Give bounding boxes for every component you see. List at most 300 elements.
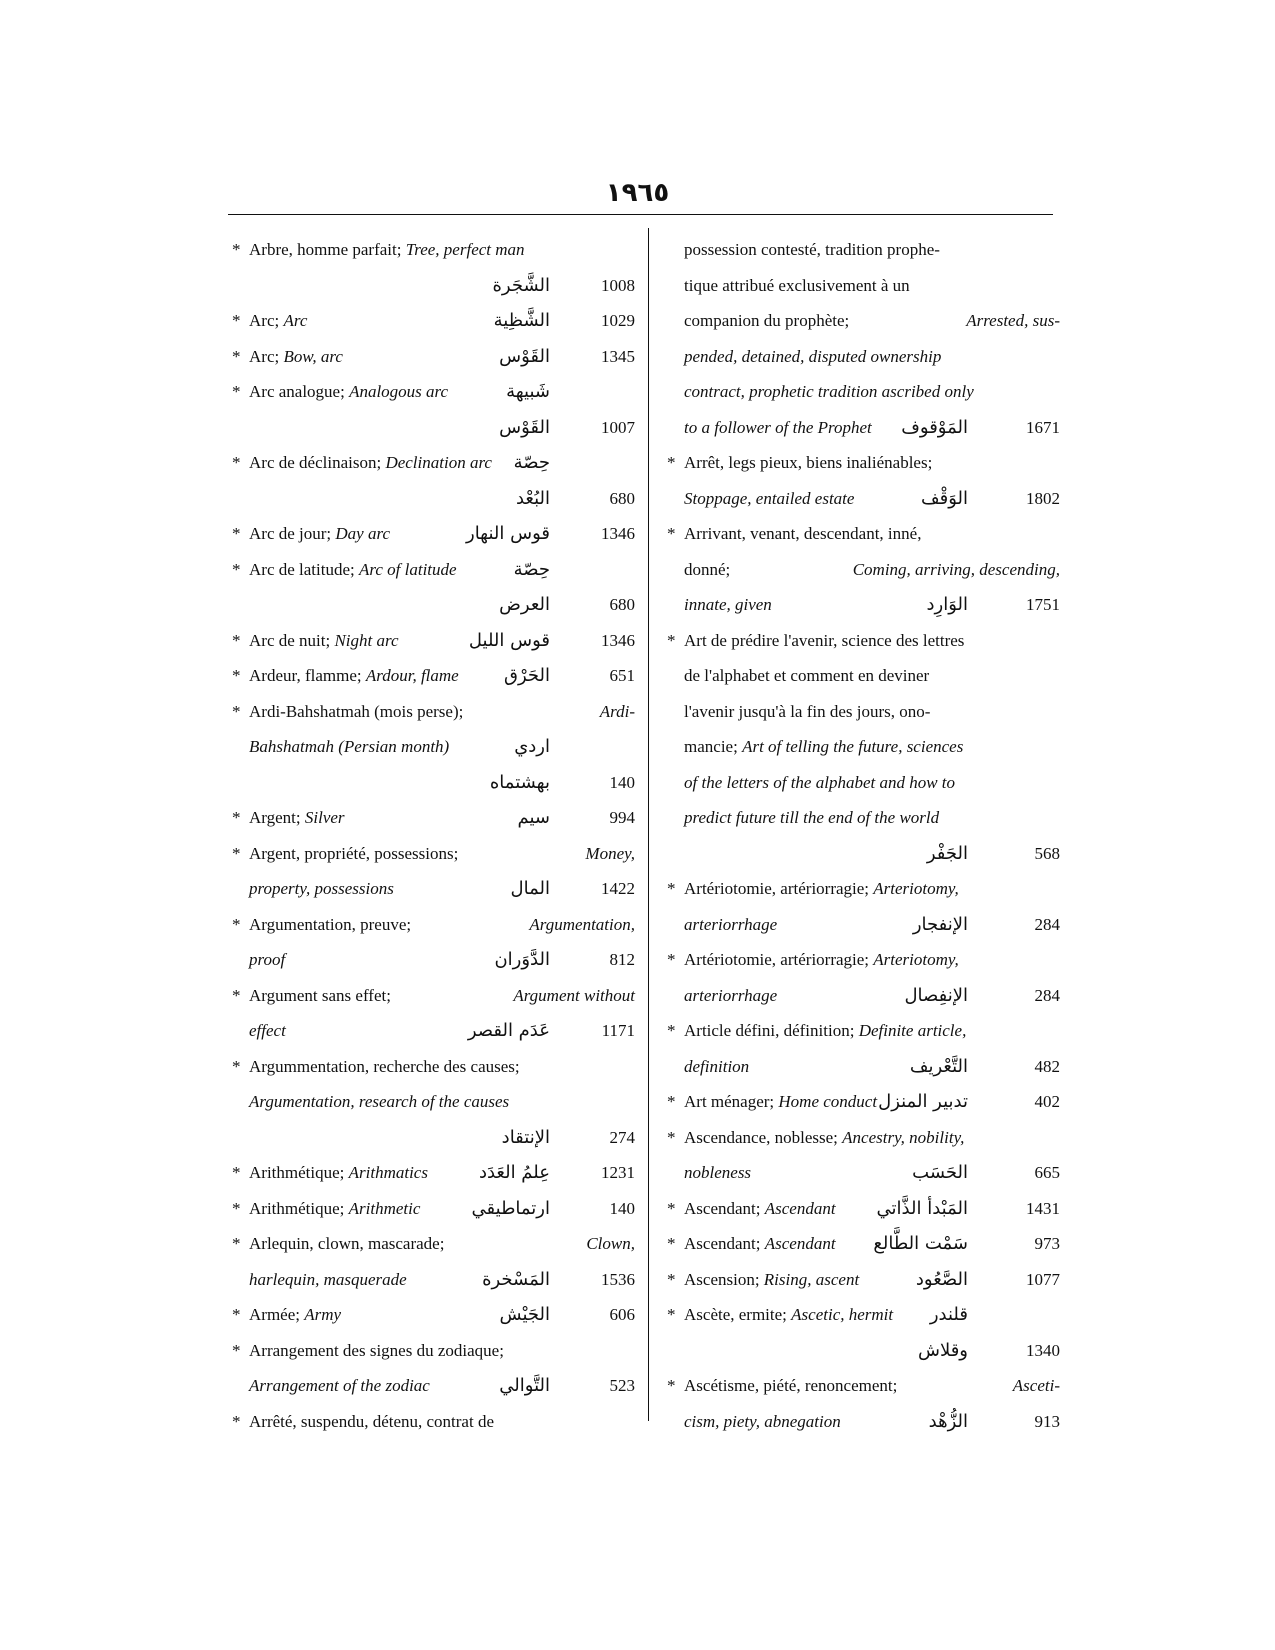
arabic-term: المَسْخرة bbox=[482, 1268, 550, 1290]
entry-line bbox=[660, 978, 1060, 1014]
arabic-term: الوَقْف bbox=[920, 487, 968, 509]
entry-number: 651 bbox=[609, 666, 635, 685]
entry-line bbox=[225, 374, 635, 410]
entry-line bbox=[225, 1013, 635, 1049]
entry-text bbox=[684, 907, 777, 943]
english-term: Arrangement of the zodiac bbox=[249, 1376, 430, 1395]
french-term: Argument sans effet; bbox=[249, 985, 391, 1005]
entry-text bbox=[249, 871, 394, 907]
arabic-term: شَبيهة bbox=[506, 381, 550, 402]
header-rule bbox=[228, 214, 1053, 215]
entry-text bbox=[684, 445, 1060, 481]
entry-line bbox=[225, 410, 635, 446]
english-term: Arteriotomy, bbox=[873, 950, 959, 969]
english-term: to a follower of the Prophet bbox=[684, 417, 872, 437]
arabic-term: تدبير المنزل bbox=[878, 1091, 968, 1112]
arabic-term: البُعْد bbox=[515, 487, 550, 509]
french-term: companion du prophète; bbox=[684, 311, 850, 330]
entry-line bbox=[660, 1120, 1060, 1156]
entry-text bbox=[684, 1297, 893, 1333]
arabic-term: المَبْدأ الذَّاتي bbox=[876, 1197, 968, 1219]
arabic-term: الوَارِد bbox=[926, 594, 968, 615]
entry-text bbox=[684, 232, 1060, 268]
entry-line bbox=[660, 587, 1060, 623]
entry-number: 568 bbox=[1034, 843, 1060, 863]
english-term: Ascendant bbox=[764, 1198, 836, 1218]
english-term: proof bbox=[249, 950, 286, 969]
entry-text bbox=[684, 694, 1060, 730]
arabic-term: قلندر bbox=[929, 1304, 968, 1325]
entry-line bbox=[225, 481, 635, 517]
arabic-term: قوس الليل bbox=[468, 629, 550, 651]
arabic-term: الحَسَب bbox=[912, 1162, 968, 1183]
entry-number: 606 bbox=[609, 1305, 635, 1324]
english-term: Bow, arc bbox=[283, 346, 343, 366]
entry-number: 680 bbox=[609, 488, 635, 508]
english-term: Army bbox=[304, 1305, 342, 1324]
english-term: Declination arc bbox=[385, 453, 492, 472]
entry-line bbox=[225, 1404, 635, 1440]
entry-number: 482 bbox=[1034, 1056, 1060, 1076]
entry-bullet: * bbox=[232, 1198, 241, 1218]
french-term: Ascétisme, piété, renoncement; bbox=[684, 1376, 898, 1395]
english-term: Arc of latitude bbox=[359, 559, 457, 579]
entry-line bbox=[225, 268, 635, 304]
entry-text bbox=[684, 481, 854, 517]
english-term: Ancestry, nobility, bbox=[842, 1127, 965, 1147]
entry-number: 1802 bbox=[1026, 488, 1060, 508]
english-term: pended, detained, disputed ownership bbox=[684, 346, 942, 366]
english-term: Definite article, bbox=[858, 1021, 967, 1040]
entry-line bbox=[225, 303, 635, 339]
entry-text bbox=[684, 729, 963, 765]
french-term: Arrivant, venant, descendant, inné, bbox=[684, 524, 922, 543]
french-term: Ardi-Bahshatmah (mois perse); bbox=[249, 701, 464, 721]
entry-number: 1231 bbox=[601, 1163, 635, 1182]
left-column bbox=[225, 232, 635, 1439]
entry-bullet: * bbox=[232, 240, 241, 259]
entry-bullet: * bbox=[232, 559, 241, 579]
entry-text bbox=[684, 410, 872, 446]
french-term: Ascète, ermite; bbox=[684, 1305, 787, 1324]
entry-text bbox=[249, 552, 457, 588]
english-term: Rising, ascent bbox=[763, 1269, 860, 1289]
entry-bullet: * bbox=[232, 1234, 241, 1253]
entry-line bbox=[660, 374, 1060, 410]
entry-number: 523 bbox=[609, 1376, 635, 1395]
french-term: mancie; bbox=[684, 737, 738, 756]
french-term: Arc de latitude; bbox=[249, 559, 355, 579]
entry-text bbox=[249, 1155, 428, 1191]
entry-text bbox=[249, 1404, 635, 1440]
english-term: Ardour, flame bbox=[365, 666, 459, 685]
entry-bullet: * bbox=[667, 1234, 676, 1253]
entry-line bbox=[660, 694, 1060, 730]
french-term: Ardeur, flamme; bbox=[249, 666, 362, 685]
entry-bullet: * bbox=[667, 1305, 676, 1324]
entry-text bbox=[249, 978, 635, 1014]
french-term: Argummentation, recherche des causes; bbox=[249, 1056, 520, 1076]
entry-text bbox=[249, 1262, 407, 1298]
entry-text bbox=[249, 1226, 635, 1262]
entry-number: 1751 bbox=[1026, 595, 1060, 614]
entry-text bbox=[249, 729, 449, 765]
french-term: Art de prédire l'avenir, science des lettres bbox=[684, 630, 965, 650]
entry-text bbox=[684, 765, 955, 801]
entry-line bbox=[660, 1155, 1060, 1191]
entry-number: 1345 bbox=[601, 346, 635, 366]
arabic-term: الشَّجَرة bbox=[492, 274, 550, 296]
arabic-term: الإنفجار bbox=[912, 913, 968, 935]
english-term: Stoppage, entailed estate bbox=[684, 488, 855, 508]
entry-line bbox=[660, 410, 1060, 446]
arabic-term: حِصّة bbox=[513, 558, 550, 580]
entry-text bbox=[249, 232, 525, 268]
entry-text bbox=[249, 694, 635, 730]
entry-line bbox=[660, 268, 1060, 304]
entry-text bbox=[249, 907, 635, 943]
entry-line bbox=[225, 978, 635, 1014]
entry-line bbox=[225, 1155, 635, 1191]
french-term: Arithmétique; bbox=[249, 1163, 345, 1182]
entry-text bbox=[684, 1226, 836, 1262]
arabic-term: قوس النهار bbox=[466, 523, 550, 544]
entry-line bbox=[225, 658, 635, 694]
french-term: tique attribué exclusivement à un bbox=[684, 275, 910, 295]
entry-text bbox=[249, 800, 345, 836]
entry-line bbox=[660, 942, 1060, 978]
french-term: Argumentation, preuve; bbox=[249, 914, 412, 934]
entry-text bbox=[684, 268, 1060, 304]
entry-bullet: * bbox=[667, 1376, 676, 1395]
english-term: Asceti- bbox=[1012, 1376, 1060, 1395]
french-term: Argent; bbox=[249, 808, 301, 827]
entry-number: 1346 bbox=[601, 630, 635, 650]
french-term: Arc analogue; bbox=[249, 382, 345, 401]
entry-line bbox=[225, 1333, 635, 1369]
entry-bullet: * bbox=[667, 1021, 676, 1040]
right-column bbox=[660, 232, 1060, 1439]
entry-line bbox=[660, 1013, 1060, 1049]
arabic-term: ارتماطيقي bbox=[471, 1197, 550, 1219]
entry-line bbox=[660, 481, 1060, 517]
entry-line bbox=[225, 1226, 635, 1262]
entry-number: 994 bbox=[609, 808, 635, 827]
entry-text bbox=[249, 1084, 509, 1120]
entry-bullet: * bbox=[232, 1340, 241, 1360]
english-term: nobleness bbox=[684, 1163, 752, 1182]
french-term: Arc; bbox=[249, 311, 280, 330]
french-term: Arbre, homme parfait; bbox=[249, 240, 402, 259]
entry-line bbox=[660, 1368, 1060, 1404]
entry-line bbox=[225, 516, 635, 552]
entry-line bbox=[225, 623, 635, 659]
french-term: donné; bbox=[684, 559, 731, 579]
entry-bullet: * bbox=[232, 666, 241, 685]
french-term: Ascendant; bbox=[684, 1198, 761, 1218]
entry-text bbox=[684, 1013, 966, 1049]
entry-line bbox=[225, 800, 635, 836]
english-term: Arc bbox=[283, 311, 308, 330]
english-term: Art of telling the future, sciences bbox=[742, 737, 964, 756]
french-term: Armée; bbox=[249, 1305, 300, 1324]
entry-text bbox=[684, 339, 1060, 375]
arabic-term: سيم bbox=[517, 807, 550, 828]
english-term: Arrested, sus- bbox=[966, 311, 1060, 330]
entry-bullet: * bbox=[232, 985, 241, 1005]
french-term: de l'alphabet et comment en deviner bbox=[684, 666, 930, 685]
arabic-term: العرض bbox=[499, 594, 550, 615]
entry-line bbox=[660, 871, 1060, 907]
entry-text bbox=[249, 516, 390, 552]
english-term: of the letters of the alphabet and how to bbox=[684, 772, 956, 792]
english-term: Day arc bbox=[335, 524, 390, 543]
entry-bullet: * bbox=[232, 311, 241, 330]
entry-text bbox=[249, 339, 343, 375]
entry-text bbox=[249, 836, 635, 872]
entry-text bbox=[684, 800, 939, 836]
entry-bullet: * bbox=[232, 843, 241, 863]
entry-line bbox=[225, 694, 635, 730]
arabic-term: الحَرْق bbox=[503, 665, 550, 686]
english-term: Arithmatics bbox=[348, 1163, 428, 1182]
arabic-term: التَّوالي bbox=[499, 1375, 550, 1396]
entry-line bbox=[225, 907, 635, 943]
entry-line bbox=[225, 445, 635, 481]
entry-text bbox=[249, 1297, 341, 1333]
entry-bullet: * bbox=[667, 524, 676, 543]
entry-text bbox=[684, 516, 1060, 552]
entry-line bbox=[660, 765, 1060, 801]
entry-bullet: * bbox=[232, 346, 241, 366]
english-term: Ascetic, hermit bbox=[791, 1305, 894, 1324]
entry-number: 140 bbox=[609, 1198, 635, 1218]
entry-line bbox=[660, 1297, 1060, 1333]
entry-bullet: * bbox=[232, 914, 241, 934]
entry-number: 812 bbox=[609, 950, 635, 969]
entry-bullet: * bbox=[232, 1305, 241, 1324]
entry-line bbox=[660, 1226, 1060, 1262]
entry-text bbox=[249, 1191, 420, 1227]
entry-text bbox=[684, 1155, 751, 1191]
entry-text bbox=[684, 623, 964, 659]
entry-line bbox=[660, 339, 1060, 375]
english-term: Bahshatmah (Persian month) bbox=[249, 737, 450, 756]
arabic-term: القَوْس bbox=[499, 345, 550, 367]
entry-text bbox=[684, 1368, 1060, 1404]
entry-line bbox=[225, 232, 635, 268]
entry-text bbox=[249, 1049, 520, 1085]
entry-line bbox=[660, 1191, 1060, 1227]
arabic-term: الإنفِصال bbox=[904, 984, 968, 1006]
arabic-term: سَمْت الطَّالع bbox=[873, 1233, 968, 1254]
french-term: Argent, propriété, possessions; bbox=[249, 843, 459, 863]
entry-text bbox=[249, 942, 285, 978]
entry-text bbox=[249, 1013, 286, 1049]
french-term: Artériotomie, artériorragie; bbox=[684, 950, 870, 969]
english-term: Tree, perfect man bbox=[405, 240, 525, 259]
english-term: cism, piety, abnegation bbox=[684, 1411, 841, 1431]
entry-line bbox=[225, 552, 635, 588]
entry-number: 1671 bbox=[1026, 417, 1060, 437]
entry-line bbox=[225, 1191, 635, 1227]
arabic-term: المَوْقوف bbox=[901, 416, 968, 438]
entry-number: 1007 bbox=[601, 417, 635, 437]
entry-text bbox=[249, 1333, 504, 1369]
entry-number: 1077 bbox=[1026, 1269, 1060, 1289]
entry-line bbox=[225, 765, 635, 801]
entry-line bbox=[660, 232, 1060, 268]
english-term: predict future till the end of the world bbox=[684, 808, 940, 827]
entry-bullet: * bbox=[232, 701, 241, 721]
entry-line bbox=[660, 1404, 1060, 1440]
arabic-term: اردي bbox=[514, 736, 550, 757]
french-term: Artériotomie, artériorragie; bbox=[684, 879, 870, 898]
entry-bullet: * bbox=[667, 879, 676, 898]
arabic-term: الشَّظِية bbox=[493, 310, 550, 331]
entry-bullet: * bbox=[667, 1127, 676, 1147]
french-term: Ascension; bbox=[684, 1269, 760, 1289]
english-term: Argumentation, research of the causes bbox=[249, 1092, 510, 1111]
entry-bullet: * bbox=[667, 453, 676, 472]
entry-line bbox=[660, 1262, 1060, 1298]
entry-line bbox=[225, 1049, 635, 1085]
arabic-term: الصَّعُود bbox=[915, 1268, 968, 1290]
entry-text bbox=[249, 623, 399, 659]
entry-bullet: * bbox=[667, 1198, 676, 1218]
entry-line bbox=[660, 1049, 1060, 1085]
english-term: Coming, arriving, descending, bbox=[852, 559, 1060, 579]
english-term: Silver bbox=[304, 808, 345, 827]
entry-text bbox=[684, 871, 959, 907]
entry-number: 284 bbox=[1034, 914, 1060, 934]
entry-text bbox=[684, 658, 1060, 694]
entry-line bbox=[660, 1084, 1060, 1120]
entry-text bbox=[249, 303, 307, 339]
entry-line bbox=[225, 1084, 635, 1120]
entry-number: 973 bbox=[1034, 1234, 1060, 1253]
entry-number: 1029 bbox=[601, 311, 635, 330]
entry-number: 1008 bbox=[601, 275, 635, 295]
arabic-term: وقلاش bbox=[917, 1339, 968, 1361]
english-term: Argumentation, bbox=[529, 914, 635, 934]
entry-line bbox=[660, 552, 1060, 588]
entry-line bbox=[660, 623, 1060, 659]
french-term: Article défini, définition; bbox=[684, 1021, 855, 1040]
entry-text bbox=[684, 978, 777, 1014]
column-divider bbox=[648, 228, 649, 1421]
entry-number: 1422 bbox=[601, 879, 635, 898]
entry-line bbox=[225, 871, 635, 907]
entry-text bbox=[684, 587, 772, 623]
arabic-term: الجَيْش bbox=[499, 1304, 550, 1325]
english-term: Money, bbox=[585, 843, 635, 863]
english-term: Ascendant bbox=[764, 1234, 836, 1253]
french-term: Arc de jour; bbox=[249, 524, 332, 543]
english-term: Arithmetic bbox=[348, 1198, 421, 1218]
arabic-term: عَدَم القصر bbox=[467, 1020, 550, 1041]
entry-line bbox=[660, 800, 1060, 836]
arabic-term: عِلمُ العَدَد bbox=[478, 1162, 550, 1183]
arabic-term: الدَّوَران bbox=[494, 949, 550, 970]
french-term: Arrêté, suspendu, détenu, contrat de bbox=[249, 1411, 494, 1431]
arabic-term: حِصّة bbox=[513, 452, 550, 473]
entry-text bbox=[684, 942, 959, 978]
entry-text bbox=[684, 1049, 749, 1085]
entry-text bbox=[684, 1404, 841, 1440]
english-term: Analogous arc bbox=[349, 382, 449, 401]
entry-text bbox=[684, 552, 1060, 588]
arabic-term: الجَفْر bbox=[926, 842, 968, 864]
french-term: possession contesté, tradition prophe- bbox=[684, 240, 940, 259]
entry-text bbox=[684, 1084, 877, 1120]
entry-bullet: * bbox=[232, 630, 241, 650]
entry-text bbox=[684, 374, 974, 410]
entry-line bbox=[660, 836, 1060, 872]
french-term: Arrangement des signes du zodiaque; bbox=[249, 1340, 504, 1360]
english-term: Night arc bbox=[334, 630, 399, 650]
french-term: Arc de déclinaison; bbox=[249, 453, 382, 472]
entry-bullet: * bbox=[232, 1411, 241, 1431]
english-term: effect bbox=[249, 1021, 286, 1040]
entry-line bbox=[660, 303, 1060, 339]
entry-line bbox=[225, 836, 635, 872]
french-term: Arrêt, legs pieux, biens inaliénables; bbox=[684, 453, 933, 472]
french-term: Arithmétique; bbox=[249, 1198, 345, 1218]
entry-line bbox=[225, 1262, 635, 1298]
entry-number: 140 bbox=[609, 772, 635, 792]
entry-line bbox=[660, 445, 1060, 481]
french-term: Art ménager; bbox=[684, 1092, 775, 1111]
entry-text bbox=[684, 303, 1060, 339]
entry-text bbox=[684, 1262, 859, 1298]
entry-line bbox=[660, 1333, 1060, 1369]
entry-text bbox=[249, 445, 492, 481]
entry-line bbox=[225, 1120, 635, 1156]
arabic-term: الإنتقاد bbox=[501, 1126, 550, 1148]
entry-bullet: * bbox=[667, 1092, 676, 1111]
entry-number: 1346 bbox=[601, 524, 635, 543]
entry-line bbox=[225, 942, 635, 978]
entry-line bbox=[225, 1297, 635, 1333]
entry-line bbox=[660, 658, 1060, 694]
entry-text bbox=[249, 1368, 430, 1404]
entry-bullet: * bbox=[667, 1269, 676, 1289]
entry-text bbox=[249, 658, 459, 694]
entry-bullet: * bbox=[232, 1163, 241, 1182]
english-term: harlequin, masquerade bbox=[249, 1269, 407, 1289]
entry-number: 1431 bbox=[1026, 1198, 1060, 1218]
english-term: Home conduct bbox=[778, 1092, 878, 1111]
entry-line bbox=[225, 339, 635, 375]
entry-line bbox=[660, 907, 1060, 943]
english-term: Arteriotomy, bbox=[873, 879, 959, 898]
entry-number: 1536 bbox=[601, 1269, 635, 1289]
english-term: Argument without bbox=[513, 985, 635, 1005]
entry-line bbox=[225, 1368, 635, 1404]
entry-number: 402 bbox=[1034, 1092, 1060, 1111]
arabic-term: القَوْس bbox=[499, 416, 550, 438]
english-term: Ardi- bbox=[599, 701, 635, 721]
entry-bullet: * bbox=[232, 382, 241, 401]
entry-number: 913 bbox=[1034, 1411, 1060, 1431]
entry-number: 1340 bbox=[1026, 1340, 1060, 1360]
french-term: Arc; bbox=[249, 346, 280, 366]
arabic-term: التَّعْريف bbox=[909, 1055, 968, 1077]
english-term: definition bbox=[684, 1056, 750, 1076]
page-number: ١٩٦٥ bbox=[605, 178, 670, 208]
french-term: Arc de nuit; bbox=[249, 630, 331, 650]
